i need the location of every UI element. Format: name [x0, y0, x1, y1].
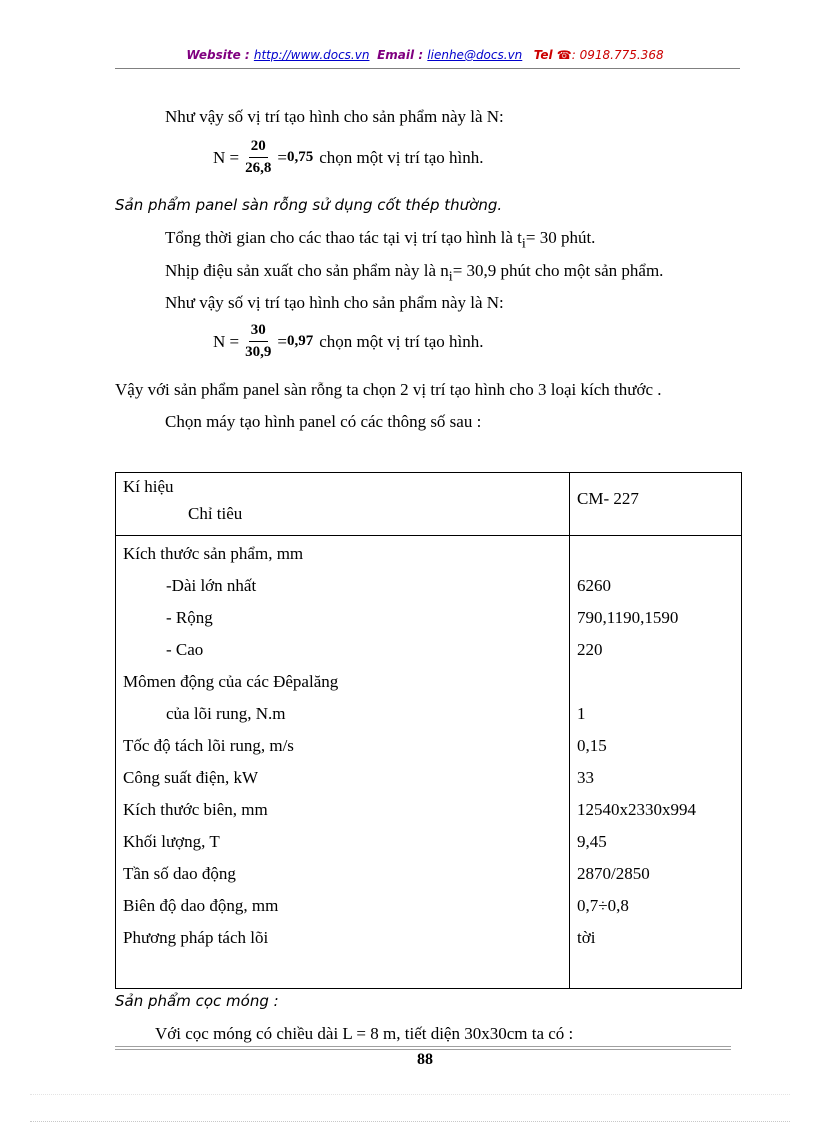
formula-2 [213, 322, 484, 361]
table-row-value: 1 [577, 704, 586, 723]
paragraph-3 [165, 261, 663, 285]
footer-divider-bottom [115, 1049, 731, 1050]
table-row-value: 6260 [577, 576, 611, 595]
spec-table [115, 472, 742, 989]
table-row-label: Mômen động của các Đêpalăng [123, 672, 339, 691]
table-row-value [570, 538, 741, 570]
website-label: Website : [186, 48, 254, 62]
paragraph-3-subscript: i [448, 268, 453, 285]
table-row-value: 12540x2330x994 [577, 800, 696, 819]
email-link[interactable]: lienhe@docs.vn [427, 48, 523, 62]
paragraph-5: Vậy với sản phẩm panel sàn rỗng ta chọn 2 vị trí tạo hình cho 3 loại kích thước . [115, 380, 662, 399]
formula-2-fraction [243, 322, 273, 361]
table-row-label: Kích thước biên, mm [123, 800, 268, 819]
paragraph-3-text: Nhịp điệu sản xuất cho sản phẩm này là n [165, 261, 449, 280]
spec-table-header-row [116, 473, 742, 536]
paragraph-2-text: Tổng thời gian cho các thao tác tại vị trí tạo hình là t [165, 228, 522, 247]
table-header-criteria: Chỉ tiêu [188, 504, 243, 523]
table-row-label: Tần số dao động [123, 864, 236, 883]
formula-1 [213, 138, 484, 177]
paragraph-2 [165, 228, 595, 252]
table-row-value: 9,45 [577, 832, 607, 851]
paragraph-2-tail: = 30 phút. [525, 228, 596, 247]
spec-table-label-column [116, 536, 570, 989]
table-row-value: 2870/2850 [577, 864, 650, 883]
table-header-symbol: Kí hiệu [123, 477, 174, 496]
tel-label: Tel ☎ [533, 48, 572, 62]
table-row-label: -Dài lớn nhất [166, 576, 257, 595]
formula-1-text: chọn một vị trí tạo hình. [319, 147, 484, 167]
email-separator: : [414, 48, 428, 62]
formula-1-denominator: 26,8 [245, 160, 272, 176]
table-row-label: Công suất điện, kW [123, 768, 259, 787]
paragraph-7: Với cọc móng có chiều dài L = 8 m, tiết diện 30x30cm ta có : [155, 1024, 574, 1043]
paragraph-6: Chọn máy tạo hình panel có các thông số sau : [165, 412, 482, 431]
table-row-label: Khối lượng, T [123, 832, 220, 851]
table-row-label: - Cao [166, 640, 204, 659]
table-row-label: Kích thước sản phẩm, mm [123, 544, 304, 563]
website-link[interactable]: http://www.docs.vn [253, 48, 370, 62]
email-label: Email [377, 48, 415, 62]
table-row-label: Biên độ dao động, mm [123, 896, 279, 915]
formula-2-denominator: 30,9 [245, 344, 272, 360]
table-row-value: 33 [577, 768, 594, 787]
formula-1-result: 0,75 [286, 149, 314, 165]
formula-1-fraction [243, 138, 273, 177]
table-header-model: CM- 227 [577, 489, 639, 508]
table-row-label: Phương pháp tách lõi [123, 928, 269, 947]
formula-2-equals: = [277, 331, 287, 351]
page-edge-dotted-line [30, 1094, 790, 1095]
spec-table-body-row [116, 536, 742, 989]
spec-table-header-model-cell [570, 473, 742, 536]
heading-panel-product: Sản phẩm panel sàn rỗng sử dụng cốt thép thường. [115, 196, 503, 214]
formula-2-result: 0,97 [286, 333, 314, 349]
table-row-value: 0,15 [577, 736, 607, 755]
tel-value: : 0918.775.368 [571, 48, 664, 62]
spec-table-value-column [570, 536, 742, 989]
formula-2-numerator: 30 [249, 322, 268, 342]
page-header [110, 48, 740, 68]
formula-2-text: chọn một vị trí tạo hình. [319, 331, 484, 351]
header-divider [115, 68, 740, 69]
spec-table-header-criteria-cell [116, 473, 570, 536]
formula-1-numerator: 20 [249, 138, 268, 158]
table-row-label: - Rộng [166, 608, 213, 627]
paragraph-4: Như vậy số vị trí tạo hình cho sản phẩm này là N: [165, 293, 504, 312]
formula-1-equals: = [277, 147, 287, 167]
table-row-value: 220 [577, 640, 603, 659]
table-row-value: tời [577, 928, 596, 947]
table-row-label: của lõi rung, N.m [166, 704, 286, 723]
table-row-label: Tốc độ tách lõi rung, m/s [123, 736, 294, 755]
table-row-value: 790,1190,1590 [577, 608, 679, 627]
formula-1-lhs: N = [213, 147, 240, 167]
page-bottom-dotted-line [30, 1121, 790, 1122]
paragraph-3-tail: = 30,9 phút cho một sản phẩm. [452, 261, 664, 280]
formula-2-lhs: N = [213, 331, 240, 351]
paragraph-1: Như vậy số vị trí tạo hình cho sản phẩm này là N: [165, 107, 504, 126]
heading-pile-product: Sản phẩm cọc móng : [115, 992, 279, 1010]
table-row-value: 0,7÷0,8 [577, 896, 629, 915]
page-number: 88 [417, 1051, 433, 1068]
footer-divider-top [115, 1046, 731, 1047]
table-row-value [570, 666, 741, 698]
paragraph-2-subscript: i [521, 235, 526, 252]
